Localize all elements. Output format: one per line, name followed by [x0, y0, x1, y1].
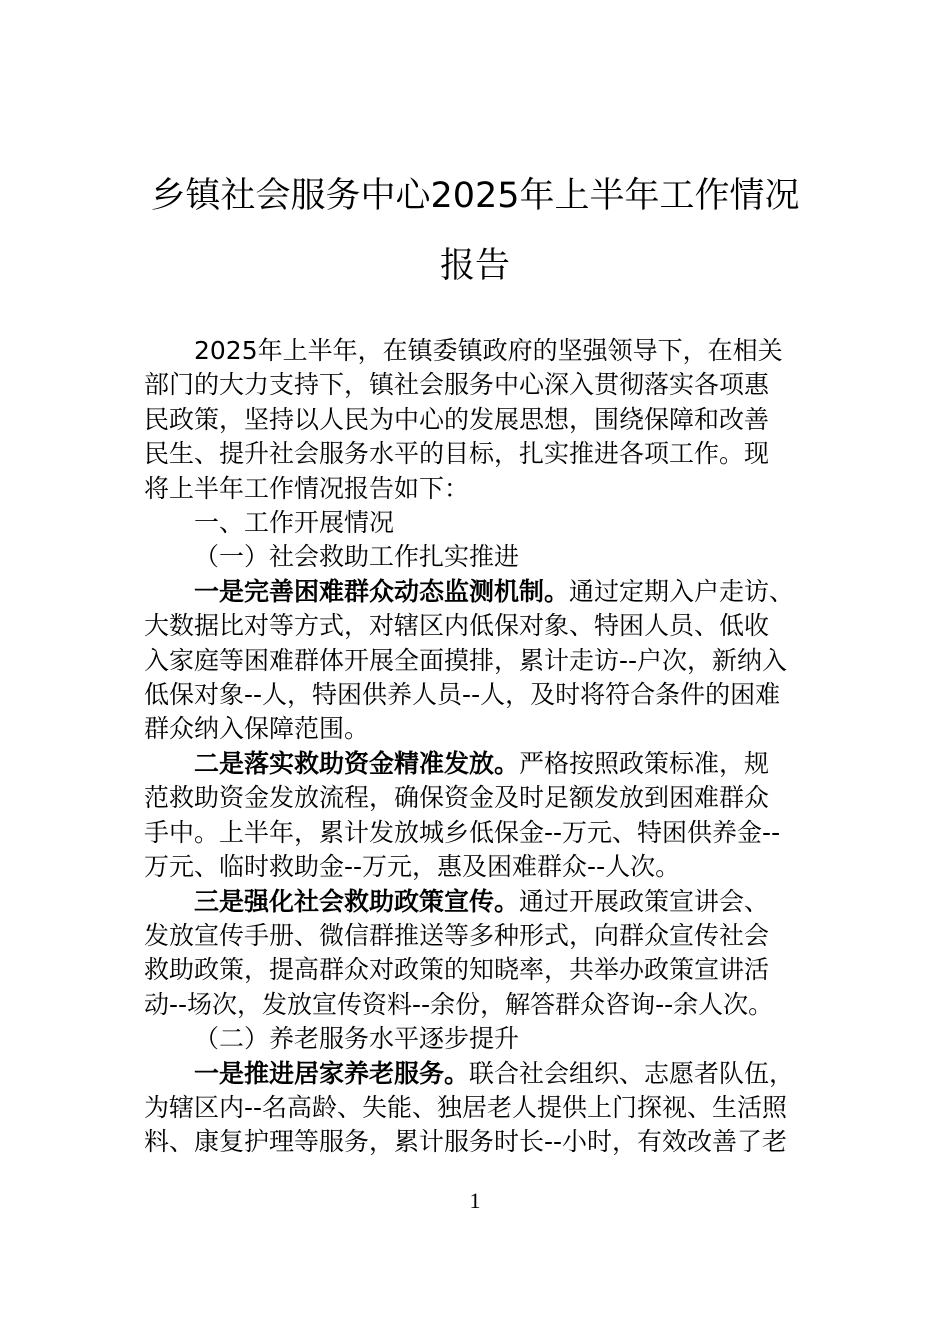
body-line — [144, 953, 824, 987]
line-text: 部门的大力支持下，镇社会服务中心深入贯彻落实各项惠 — [144, 370, 770, 400]
line-text: 民政策，坚持以人民为中心的发展思想，围绕保障和改善 — [144, 404, 770, 434]
line-text: 万元、临时救助金--万元，惠及困难群众--人次。 — [144, 852, 681, 882]
line-text: 通过开展政策宣讲会、 — [519, 886, 770, 916]
line-text: 将上半年工作情况报告如下： — [144, 473, 470, 503]
body-line — [144, 540, 824, 574]
line-text: 严格按照政策标准，规 — [519, 748, 770, 778]
line-text: 手中。上半年，累计发放城乡低保金--万元、特困供养金-- — [144, 817, 781, 847]
body-line — [144, 368, 824, 402]
body-line — [144, 850, 824, 884]
bold-lead: 一是推进居家养老服务。 — [194, 1058, 470, 1088]
line-text: 联合社会组织、志愿者队伍， — [469, 1058, 795, 1088]
line-text: 发放宣传手册、微信群推送等多种形式，向群众宣传社会 — [144, 920, 770, 950]
page-number: 1 — [469, 1188, 481, 1213]
line-text: 入家庭等困难群体开展全面摸排，累计走访--户次，新纳入 — [144, 645, 788, 675]
body-line — [144, 575, 824, 609]
body-line — [144, 712, 824, 746]
body-line — [144, 506, 824, 540]
line-text: 料、康复护理等服务，累计服务时长--小时，有效改善了老 — [144, 1127, 788, 1157]
body-line — [144, 1057, 824, 1091]
body-line — [144, 1125, 824, 1159]
body-line — [144, 1091, 824, 1125]
line-text: 2025年上半年，在镇委镇政府的坚强领导下，在相关 — [194, 336, 783, 365]
line-text: 救助政策，提高群众对政策的知晓率，共举办政策宣讲活 — [144, 955, 770, 985]
body-line — [144, 919, 824, 953]
body-line — [144, 334, 824, 368]
bold-lead: 一是完善困难群众动态监测机制。 — [194, 576, 570, 606]
line-text: 大数据比对等方式，对辖区内低保对象、特困人员、低收 — [144, 611, 770, 641]
body-line — [144, 609, 824, 643]
body-line — [144, 644, 824, 678]
bold-lead: 二是落实救助资金精准发放。 — [194, 748, 520, 778]
body-line — [144, 1022, 824, 1056]
line-text: （二）养老服务水平逐步提升 — [194, 1024, 520, 1054]
line-text: （一）社会救助工作扎实推进 — [194, 542, 520, 572]
line-text: 低保对象--人，特困供养人员--人，及时将符合条件的困难 — [144, 680, 781, 710]
body-line — [144, 781, 824, 815]
line-text: 民生、提升社会服务水平的目标，扎实推进各项工作。现 — [144, 439, 770, 469]
line-text: 群众纳入保障范围。 — [144, 714, 370, 744]
document-title-line2: 报告 — [439, 246, 510, 286]
line-text: 一、工作开展情况 — [194, 508, 395, 538]
line-text: 通过定期入户走访、 — [569, 576, 795, 606]
line-text: 范救助资金发放流程，确保资金及时足额发放到困难群众 — [144, 783, 770, 813]
body-line — [144, 403, 824, 437]
line-text: 动--场次，发放宣传资料--余份，解答群众咨询--余人次。 — [144, 989, 774, 1019]
bold-lead: 三是强化社会救助政策宣传。 — [194, 886, 520, 916]
document-title-line1: 乡镇社会服务中心2025年上半年工作情况 — [150, 176, 800, 216]
body-line — [144, 437, 824, 471]
body-line — [144, 885, 824, 919]
body-line — [144, 472, 824, 506]
body-line — [144, 816, 824, 850]
body-line — [144, 747, 824, 781]
line-text: 为辖区内--名高龄、失能、独居老人提供上门探视、生活照 — [144, 1092, 788, 1122]
document-body — [144, 334, 824, 1160]
body-line — [144, 678, 824, 712]
body-line — [144, 988, 824, 1022]
